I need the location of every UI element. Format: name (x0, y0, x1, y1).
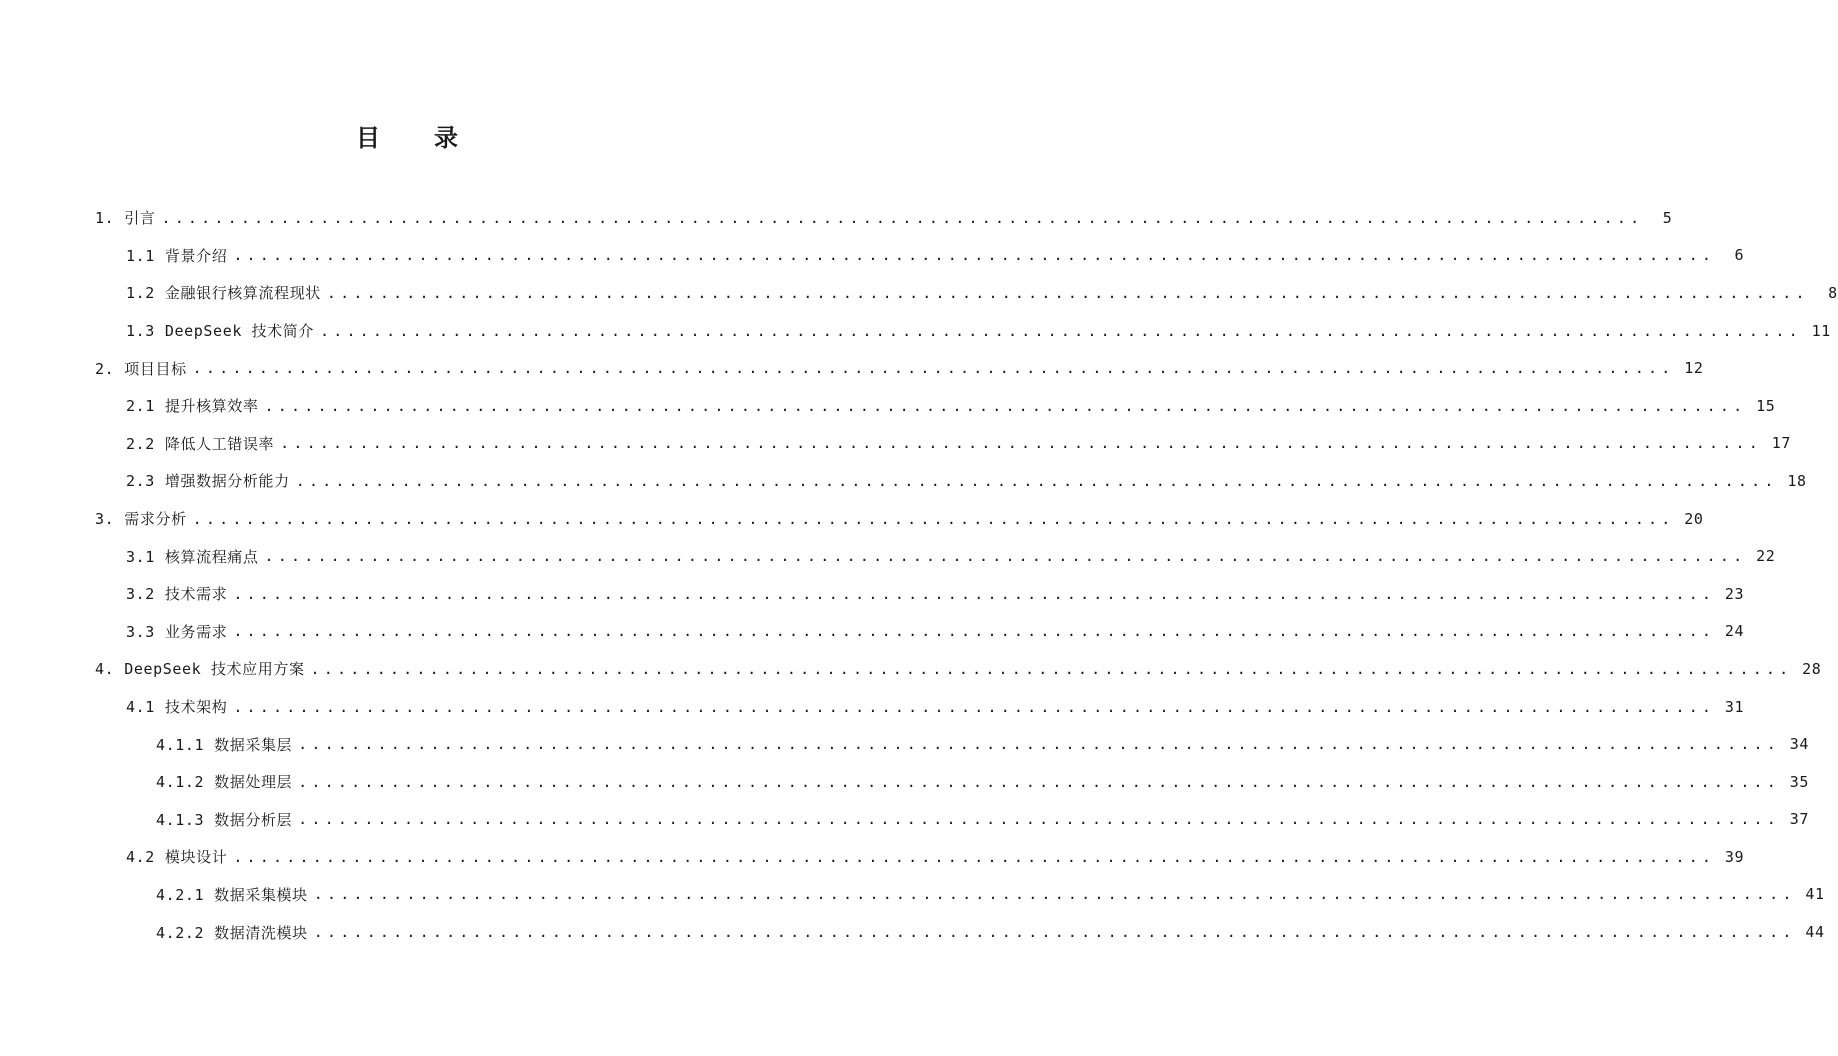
toc-entry-label (126, 846, 227, 867)
toc-entry-number: 1. (95, 209, 115, 228)
toc-entry-label (156, 922, 308, 943)
toc-entry-number: 1.1 (126, 246, 155, 265)
toc-entry-title: 模块设计 (164, 848, 228, 867)
toc-entry-page: 24 (1724, 622, 1745, 641)
toc-entry-title: 提升核算效率 (164, 397, 259, 416)
toc-entry-number: 4.1.2 (156, 773, 205, 792)
dot-leader: ................................................................................................................ (310, 659, 1793, 678)
toc-entry-page: 17 (1771, 434, 1791, 453)
toc-entry-title: 数据清洗模块 (214, 923, 308, 942)
toc-entry-title: 引言 (124, 209, 156, 228)
toc-entry-number: 1.3 (126, 322, 155, 341)
toc-entry-number: 4.2 (126, 848, 155, 867)
dot-leader: ................................................................................................................ (326, 283, 1809, 302)
toc-entry-number: 2. (95, 359, 115, 378)
toc-entry-number: 3. (95, 510, 115, 529)
toc-entry[interactable] (0, 237, 1745, 275)
toc-entry[interactable] (0, 199, 1673, 237)
toc-entry[interactable] (0, 537, 1776, 575)
toc-entry-title: 数据采集层 (214, 735, 293, 754)
toc-entry-title: 技术架构 (164, 698, 228, 717)
toc-entry-label (126, 583, 227, 604)
toc-entry-title: 需求分析 (124, 510, 187, 529)
dot-leader: ................................................................................................................ (313, 885, 1796, 904)
toc-entry-page: 37 (1789, 810, 1810, 829)
toc-entry-label (126, 470, 290, 491)
toc-entry[interactable] (0, 387, 1776, 425)
dot-leader: ................................................................................................................ (233, 622, 1716, 641)
toc-entry-title: 核算流程痛点 (164, 547, 259, 566)
dot-leader: ................................................................................................................ (313, 923, 1796, 942)
toc-entry-page: 35 (1789, 772, 1810, 791)
dot-leader: ................................................................................................................ (319, 321, 1802, 340)
toc-entry-page: 15 (1756, 396, 1776, 415)
toc-entry-page: 34 (1789, 735, 1810, 754)
dot-leader: ................................................................................................................ (192, 359, 1675, 378)
toc-entry[interactable] (0, 725, 1810, 763)
toc-entry-title: 降低人工错误率 (164, 434, 275, 453)
toc-entry-label (95, 207, 155, 228)
table-of-contents (0, 199, 1838, 951)
toc-entry-page: 39 (1724, 847, 1745, 866)
toc-entry-page: 20 (1684, 509, 1704, 528)
toc-entry-page: 8 (1828, 283, 1838, 302)
toc-entry[interactable] (0, 349, 1704, 387)
toc-entry[interactable] (0, 274, 1838, 312)
toc-entry[interactable] (0, 763, 1810, 801)
toc-entry-number: 3.2 (126, 585, 155, 604)
toc-entry[interactable] (0, 462, 1807, 500)
dot-leader: ................................................................................................................ (280, 434, 1762, 453)
toc-entry-label (156, 734, 292, 755)
toc-entry-title: DeepSeek 技术应用方案 (124, 660, 305, 679)
toc-entry[interactable] (0, 312, 1831, 350)
toc-entry-page: 18 (1787, 471, 1807, 490)
toc-entry-number: 3.3 (126, 622, 155, 641)
toc-entry-number: 4.2.1 (156, 885, 205, 904)
toc-entry-number: 4.1.1 (156, 735, 205, 754)
toc-entry-page: 12 (1684, 359, 1704, 378)
toc-entry[interactable] (0, 500, 1704, 538)
toc-entry-number: 3.1 (126, 547, 155, 566)
title-char-2: 录 (434, 124, 460, 152)
dot-leader: ................................................................................................................ (233, 697, 1716, 716)
toc-entry-title: 数据处理层 (214, 773, 293, 792)
title-char-1: 目 (356, 124, 382, 152)
dot-leader: ................................................................................................................ (298, 772, 1781, 791)
toc-entry-number: 4.1.3 (156, 810, 205, 829)
toc-entry-title: DeepSeek 技术简介 (164, 322, 314, 341)
toc-entry-label (95, 508, 187, 529)
toc-entry-label (156, 884, 308, 905)
toc-entry-number: 4.2.2 (156, 923, 205, 942)
toc-entry-title: 项目目标 (124, 359, 187, 378)
toc-entry-number: 1.2 (126, 284, 155, 303)
dot-leader: ................................................................................................................ (192, 509, 1675, 528)
toc-entry-label (126, 320, 314, 341)
page-title (0, 118, 816, 153)
toc-entry-page: 11 (1811, 321, 1831, 340)
toc-entry-page: 5 (1662, 208, 1673, 227)
toc-entry-label (95, 658, 305, 679)
toc-entry-page: 31 (1724, 697, 1745, 716)
dot-leader: ................................................................................................................ (233, 584, 1716, 603)
toc-entry-label (126, 245, 227, 266)
dot-leader: ................................................................................................................ (295, 471, 1778, 490)
dot-leader: ................................................................................................................ (298, 810, 1781, 829)
toc-entry-label (126, 621, 227, 642)
dot-leader: ................................................................................................................ (233, 246, 1716, 265)
toc-entry[interactable] (0, 913, 1825, 951)
toc-entry-number: 4.1 (126, 698, 155, 717)
toc-entry-number: 2.2 (126, 434, 155, 453)
toc-entry[interactable] (0, 575, 1745, 613)
dot-leader: ................................................................................................................ (264, 547, 1747, 566)
toc-entry-page: 28 (1802, 659, 1822, 678)
toc-entry-page: 22 (1756, 547, 1776, 566)
toc-entry-title: 技术需求 (164, 585, 228, 604)
toc-entry-label (126, 282, 321, 303)
toc-entry-number: 2.1 (126, 397, 155, 416)
toc-entry-label (156, 809, 292, 830)
toc-entry-label (156, 771, 292, 792)
toc-entry-title: 数据采集模块 (214, 885, 308, 904)
toc-entry-label (95, 358, 187, 379)
toc-entry-page: 23 (1724, 584, 1745, 603)
dot-leader: ................................................................................................................ (264, 396, 1747, 415)
toc-entry[interactable] (0, 876, 1825, 914)
toc-entry[interactable] (0, 613, 1745, 651)
toc-entry-page: 41 (1805, 885, 1825, 904)
dot-leader: ................................................................................................................ (298, 735, 1781, 754)
toc-entry-label (126, 395, 259, 416)
toc-entry[interactable] (0, 688, 1745, 726)
toc-entry-page: 44 (1805, 923, 1825, 942)
toc-entry-title: 业务需求 (164, 622, 228, 641)
dot-leader: ................................................................................................................ (161, 208, 1644, 227)
toc-entry-number: 2.3 (126, 472, 155, 491)
toc-entry-title: 金融银行核算流程现状 (164, 284, 321, 303)
toc-entry-page: 6 (1734, 246, 1745, 265)
toc-entry[interactable] (0, 650, 1822, 688)
toc-entry-title: 数据分析层 (214, 810, 293, 829)
toc-entry-title: 增强数据分析能力 (164, 472, 290, 491)
toc-entry-label (126, 433, 274, 454)
dot-leader: ................................................................................................................ (233, 847, 1716, 866)
toc-entry[interactable] (0, 838, 1745, 876)
toc-entry-number: 4. (95, 660, 115, 679)
toc-entry-label (126, 696, 227, 717)
toc-entry-label (126, 546, 259, 567)
toc-entry[interactable] (0, 801, 1810, 839)
toc-entry[interactable] (0, 425, 1791, 463)
toc-entry-title: 背景介绍 (164, 246, 228, 265)
